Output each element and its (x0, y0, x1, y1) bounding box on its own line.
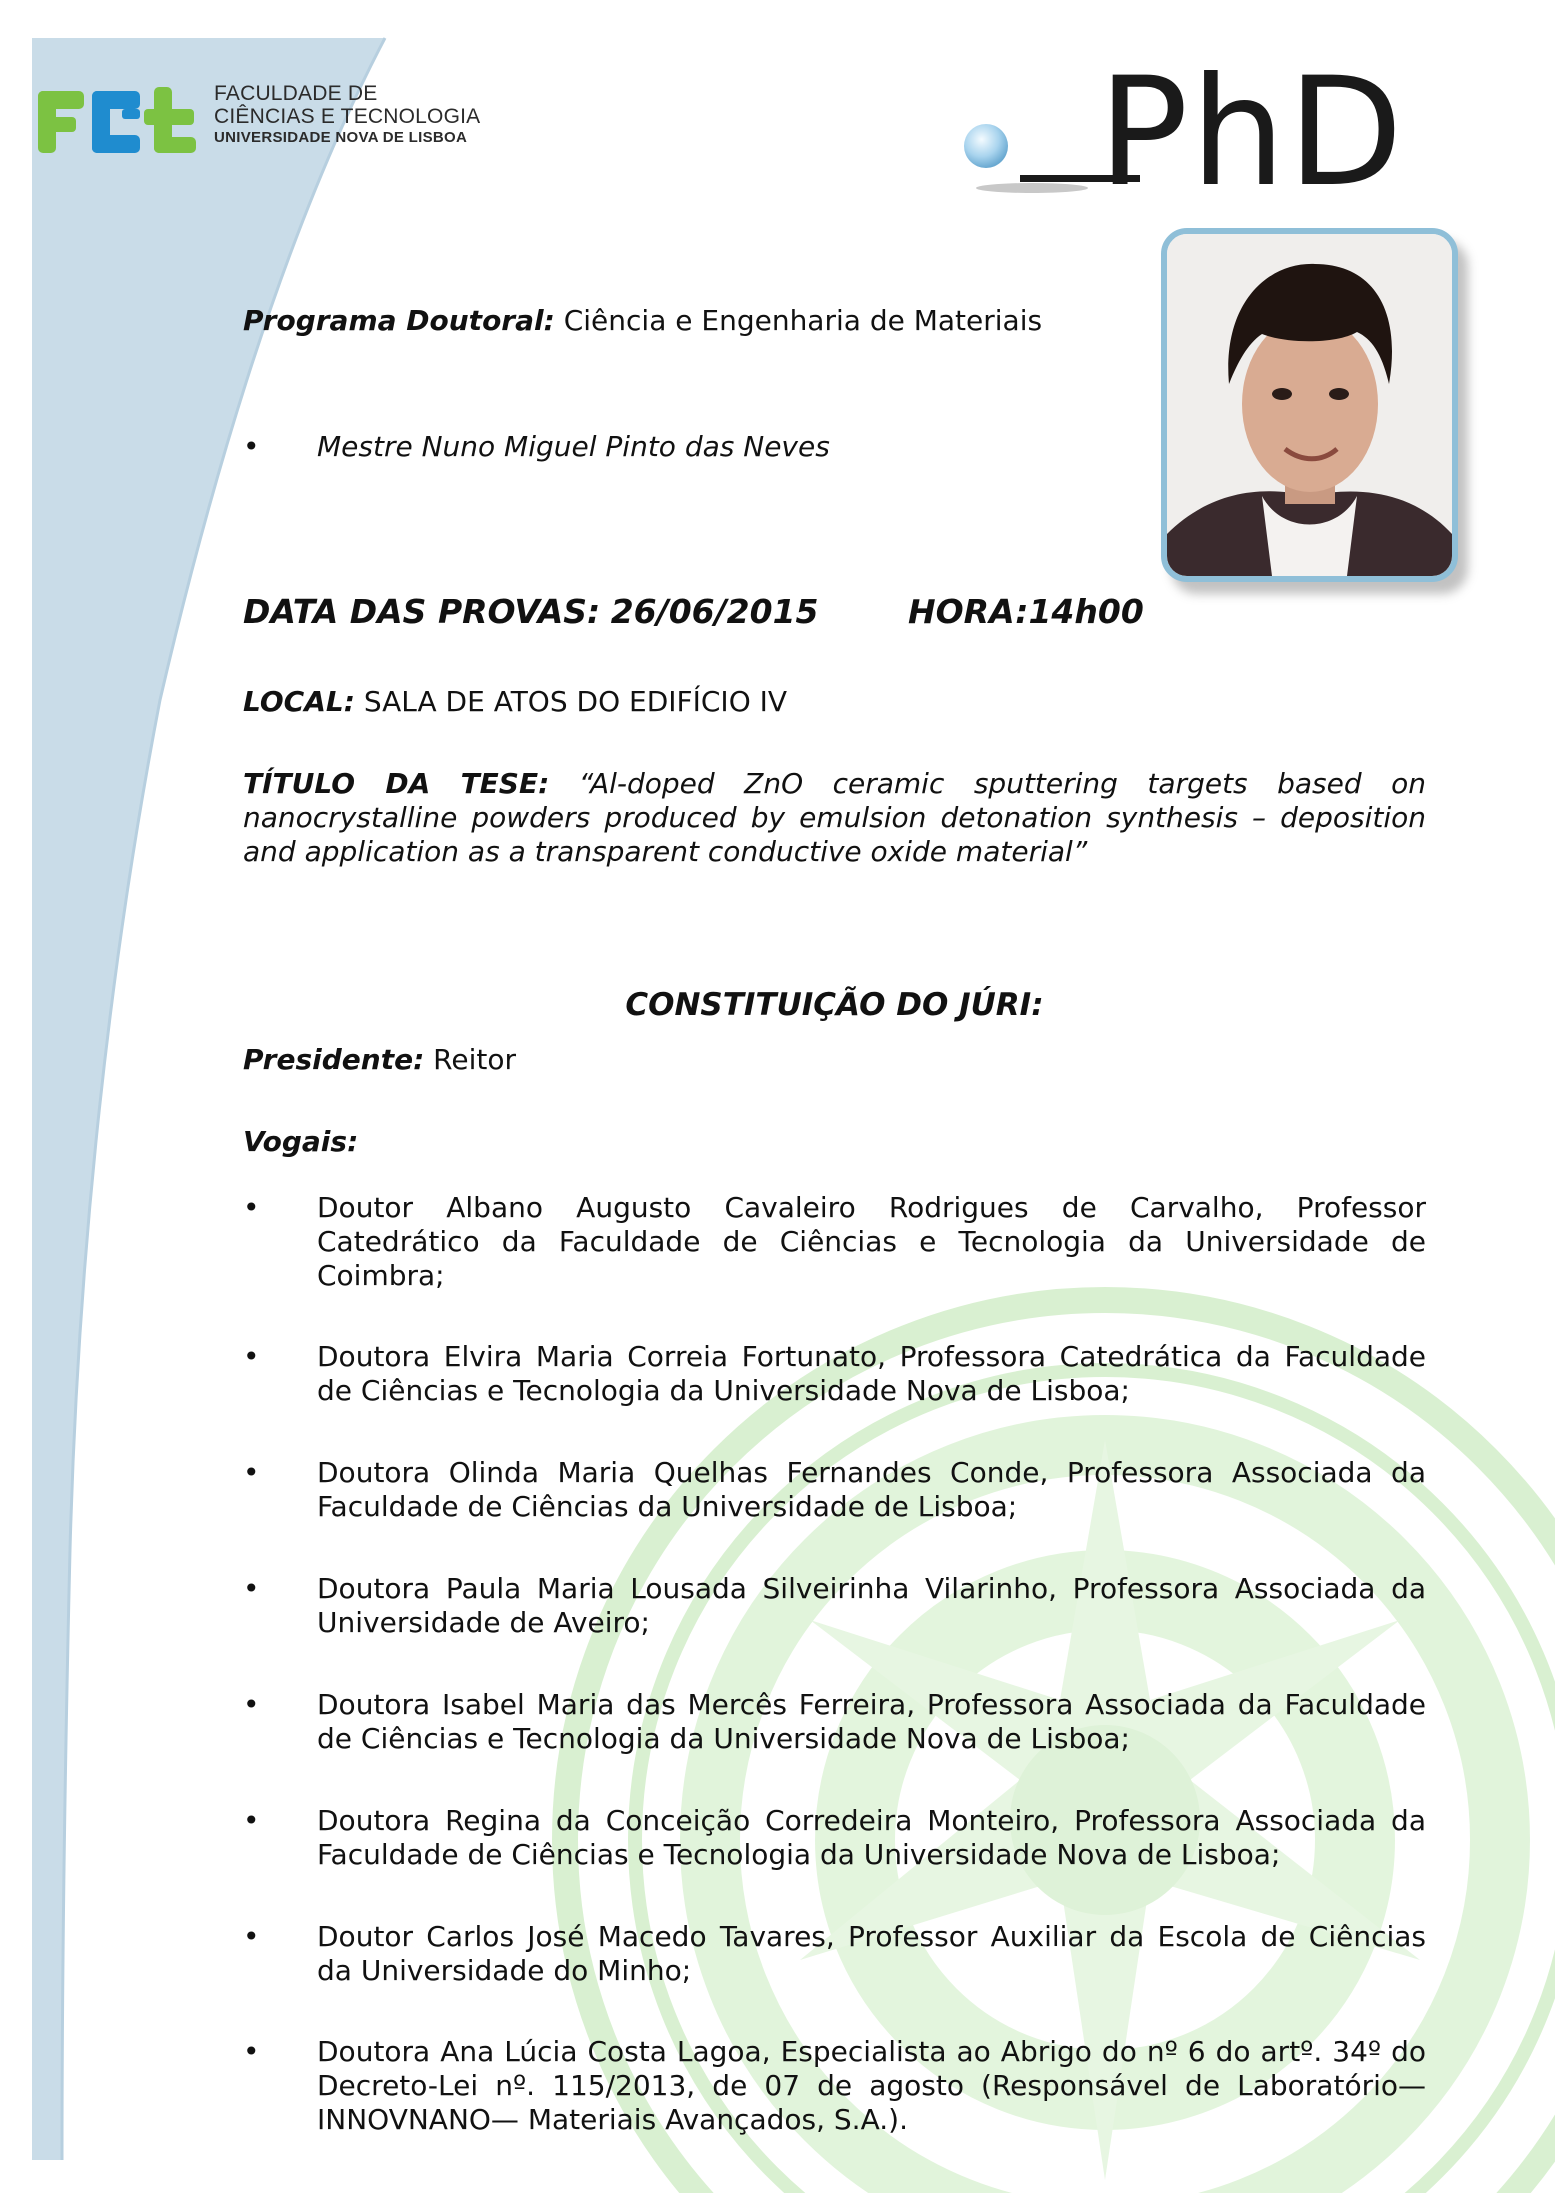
juri-member: Doutora Olinda Maria Quelhas Fernandes Conde, Professora Associada da Faculdade de Ciências da Universidade de Lisboa; (317, 1456, 1426, 1523)
data-label: DATA DAS PROVAS: (243, 592, 601, 631)
phd-logo (960, 46, 1500, 220)
presidente-label: Presidente: (243, 1043, 425, 1076)
list-item (243, 1456, 1426, 1526)
presidente (243, 1042, 1426, 1077)
bullet: • (243, 1191, 260, 1224)
hora-value: 14h00 (1028, 592, 1144, 631)
juri-member: Doutora Paula Maria Lousada Silveirinha Vilarinho, Professora Associada da Universidade de Aveiro; (317, 1572, 1426, 1639)
bullet: • (243, 430, 260, 463)
juri-member: Doutora Ana Lúcia Costa Lagoa, Especialista ao Abrigo do nº 6 do artº. 34º do Decreto-Lei nº. 115/2013, de 07 de agosto (Responsável de Laboratório— INNOVNANO— Materiais Avançados, S.A.). (317, 2035, 1426, 2136)
list-item (243, 1804, 1426, 1874)
list-item (243, 1572, 1426, 1642)
logo-line-1: FACULDADE DE (214, 82, 378, 105)
local (243, 684, 1426, 719)
juri-member: Doutor Carlos José Macedo Tavares, Professor Auxiliar da Escola de Ciências da Universidade do Minho; (317, 1920, 1426, 1987)
list-item (243, 1340, 1426, 1410)
logo-line-3: UNIVERSIDADE NOVA DE LISBOA (214, 129, 468, 146)
juri-member: Doutora Elvira Maria Correia Fortunato, Professora Catedrática da Faculdade de Ciências e Tecnologia da Universidade Nova de Lisboa; (317, 1340, 1426, 1407)
local-label: LOCAL: (243, 685, 355, 718)
fct-logo (36, 82, 496, 162)
data-das-provas (243, 592, 1426, 632)
data-value: 26/06/2015 (610, 592, 819, 631)
programa-doutoral (243, 303, 1426, 338)
bullet: • (243, 1804, 260, 1837)
juri-member: Doutora Regina da Conceição Corredeira Monteiro, Professora Associada da Faculdade de Ciências e Tecnologia da Universidade Nova de Lisboa; (317, 1804, 1426, 1871)
phd-logo-text: PhD (1098, 46, 1406, 220)
logo-line-2: CIÊNCIAS E TECNOLOGIA (214, 105, 481, 128)
bullet: • (243, 1688, 260, 1721)
titulo-da-tese (243, 767, 1426, 869)
bullet: • (243, 2035, 260, 2068)
list-item (243, 1920, 1426, 1990)
bullet: • (243, 1572, 260, 1605)
titulo-label: TÍTULO DA TESE: (243, 767, 550, 800)
list-item (243, 1688, 1426, 1758)
presidente-value: Reitor (433, 1043, 516, 1076)
juri-title: CONSTITUIÇÃO DO JÚRI: (625, 987, 1044, 1023)
programa-label: Programa Doutoral: (243, 304, 555, 337)
bullet: • (243, 1456, 260, 1489)
portrait-photo (1167, 234, 1452, 576)
hora (908, 592, 1144, 632)
vogais-label: Vogais: (243, 1125, 359, 1158)
programa-value: Ciência e Engenharia de Materiais (563, 304, 1043, 337)
list-item (243, 2035, 1426, 2145)
candidate-name: Mestre Nuno Miguel Pinto das Neves (317, 430, 830, 463)
juri-member: Doutor Albano Augusto Cavaleiro Rodrigues de Carvalho, Professor Catedrático da Faculdade de Ciências e Tecnologia da Universidade de Coimbra; (317, 1191, 1426, 1292)
bullet: • (243, 1340, 260, 1373)
local-value: SALA DE ATOS DO EDIFÍCIO IV (363, 685, 788, 718)
hora-label: HORA: (908, 592, 1029, 631)
bullet: • (243, 1920, 260, 1953)
fct-logo-mark (36, 87, 201, 159)
portrait-photo-frame (1161, 228, 1458, 582)
titulo-value: “Al-doped ZnO ceramic sputtering targets based on nanocrystalline powders produced by emulsion detonation synthesis – deposition and application as a transparent conductive oxide material” (243, 767, 1426, 868)
fct-logo-text (214, 82, 504, 148)
list-item (243, 1191, 1426, 1301)
juri-member: Doutora Isabel Maria das Mercês Ferreira, Professora Associada da Faculdade de Ciências e Tecnologia da Universidade Nova de Lisboa; (317, 1688, 1426, 1755)
